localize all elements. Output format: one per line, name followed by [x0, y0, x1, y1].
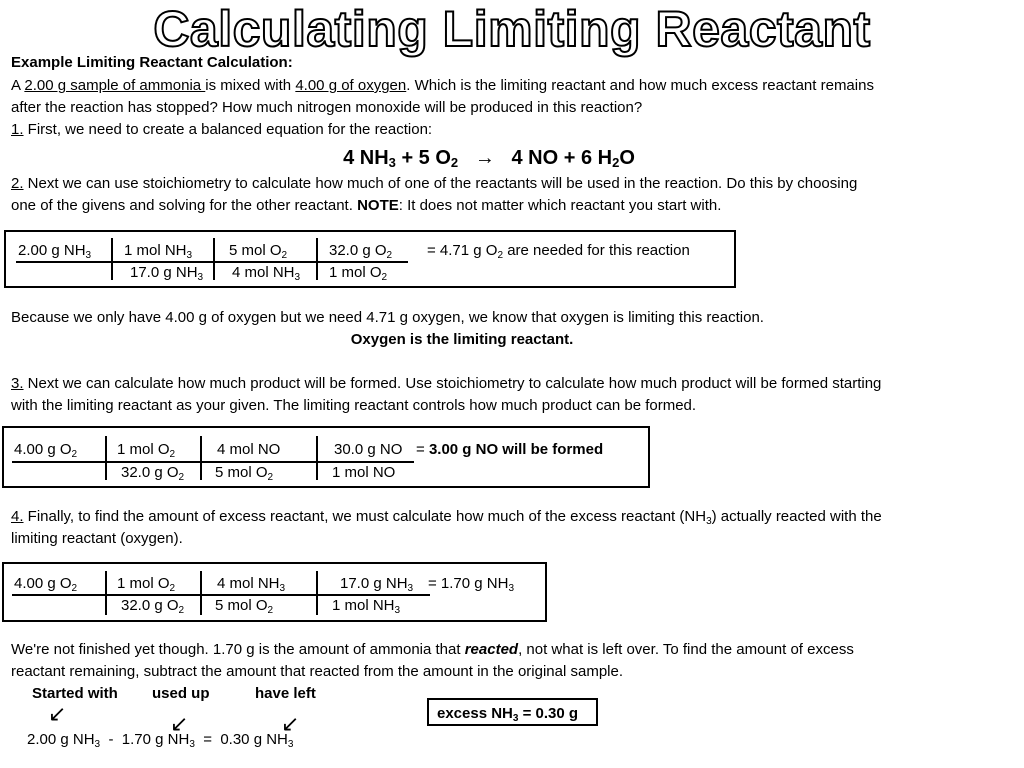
calc3-c4-bot: [332, 595, 400, 617]
calc-text: 1 mol NH: [332, 597, 395, 614]
down-left-arrow-icon: ↙: [170, 711, 189, 736]
calc1-c2-top: [124, 240, 192, 262]
calc-text: 32.0 g O: [121, 597, 179, 614]
calc-sub: 2: [178, 472, 185, 483]
balanced-equation: [0, 145, 978, 171]
step-text: Next we can calculate how much product will be formed. Use stoichiometry to calculate how much product will be formed starting: [23, 375, 882, 392]
finish-text: We're not finished yet though. 1.70 g is the amount of ammonia that: [11, 641, 465, 658]
down-left-arrow-icon: ↙: [48, 701, 67, 726]
page-title: Calculating Limiting Reactant: [153, 1, 871, 57]
equals-sign: =: [194, 731, 221, 748]
calc-text: = 1.70 g NH: [428, 575, 509, 592]
step-4-line-1: [11, 506, 882, 528]
step-2-line-1: [11, 173, 857, 195]
finish-line-2: reactant remaining, subtract the amount that reacted from the amount in the original sample.: [11, 663, 623, 680]
reacted-emphasis: reacted: [464, 641, 519, 658]
calc3-c3-top: [217, 573, 285, 595]
calc-text: excess NH: [437, 705, 513, 722]
calc1-c3-bot: [232, 262, 300, 284]
calc-text: 5 mol O: [215, 464, 268, 481]
used-up-label: used up: [152, 685, 210, 702]
calc1-c3-top: [229, 240, 287, 262]
calc-sub: 3: [706, 516, 712, 527]
calc-text: 4 mol NH: [217, 575, 280, 592]
calc-text: 4.00 g O: [14, 575, 72, 592]
finish-text: , not what is left over. To find the amount of excess: [518, 641, 854, 658]
problem-text: A: [11, 77, 25, 94]
calc2-result: [416, 439, 603, 461]
calc-sub: 2: [169, 449, 176, 460]
subtraction-equation: [27, 729, 293, 751]
eq-term: O: [619, 147, 635, 169]
calc-text: 5 mol O: [215, 597, 268, 614]
eq-sub: 2: [450, 155, 459, 170]
calc-text: are needed for this reaction: [503, 242, 690, 259]
calc-text: 2.00 g NH: [27, 731, 95, 748]
calc-sub: 3: [508, 583, 515, 594]
calc-text: = 4.71 g O: [427, 242, 498, 259]
calc2-c2-top: [117, 439, 175, 461]
problem-text: . Which is the limiting reactant and how much excess reactant remains: [406, 77, 874, 94]
step-1: [11, 119, 432, 141]
step-text: : It does not matter which reactant you start with.: [398, 197, 722, 214]
calc2-c4-bot: 1 mol NO: [332, 464, 396, 481]
step-number: 2.: [11, 175, 24, 192]
example-heading: Example Limiting Reactant Calculation:: [11, 54, 293, 71]
calc-sub: 3: [186, 250, 193, 261]
calc-sub: 2: [497, 250, 504, 261]
calc2-c2-bot: [121, 462, 184, 484]
calc-sub: 2: [281, 250, 288, 261]
calc1-given: [18, 240, 91, 262]
calc-sub: 2: [178, 605, 185, 616]
column-divider: [316, 571, 318, 615]
step-3-line-2: with the limiting reactant as your given. The limiting reactant controls how much product can be formed.: [11, 397, 697, 414]
because-text: Because we only have 4.00 g of oxygen but we need 4.71 g oxygen, we know that oxygen is limiting this reaction.: [11, 309, 764, 326]
calc-sub: 3: [407, 583, 414, 594]
calc-text: 17.0 g NH: [130, 264, 198, 281]
step-text: ) actually reacted with the: [711, 508, 882, 525]
finish-line-1: [11, 639, 854, 661]
calc-text: 1 mol O: [117, 441, 170, 458]
calc-sub: 3: [85, 250, 92, 261]
calc-text: 32.0 g O: [329, 242, 387, 259]
calc3-c3-bot: [215, 595, 273, 617]
column-divider: [316, 238, 318, 280]
calc-sub: 2: [71, 583, 78, 594]
column-divider: [316, 436, 318, 480]
eq-term: 4 NH: [343, 147, 389, 169]
calc-text: = 0.30 g: [518, 705, 579, 722]
calc-text: =: [416, 441, 429, 458]
calc-text: 4 mol NH: [232, 264, 295, 281]
step-number: 4.: [11, 508, 24, 525]
calc1-c4-bot: [329, 262, 387, 284]
product-result: 3.00 g NO will be formed: [428, 441, 604, 458]
problem-text: is mixed with: [205, 77, 296, 94]
step-number: 1.: [11, 121, 24, 138]
have-left-label: have left: [255, 685, 316, 702]
minus-sign: -: [100, 731, 122, 748]
calc-text: 17.0 g NH: [340, 575, 408, 592]
column-divider: [105, 436, 107, 480]
column-divider: [200, 436, 202, 480]
calc-sub: 3: [94, 739, 101, 750]
calc-sub: 3: [394, 605, 401, 616]
problem-line-1: [11, 75, 874, 97]
calc3-result: [428, 573, 514, 595]
calc2-c4-top: 30.0 g NO: [334, 441, 403, 458]
column-divider: [105, 571, 107, 615]
calc1-result: [427, 240, 690, 262]
excess-result: [437, 703, 578, 725]
calc3-given: [14, 573, 77, 595]
calc-sub: 2: [267, 605, 274, 616]
step-2-line-2: [11, 195, 721, 217]
ammonia-sample-text: 2.00 g sample of ammonia: [24, 77, 206, 94]
calc-sub: 3: [512, 713, 519, 724]
calc-sub: 3: [287, 739, 294, 750]
calc-text: 32.0 g O: [121, 464, 179, 481]
calc-text: 0.30 g NH: [220, 731, 288, 748]
step-text: Finally, to find the amount of excess reactant, we must calculate how much of the excess reactant (NH: [23, 508, 707, 525]
calc3-c2-top: [117, 573, 175, 595]
calc-text: 2.00 g NH: [18, 242, 86, 259]
step-4-line-2: limiting reactant (oxygen).: [11, 530, 183, 547]
calc2-given: [14, 439, 77, 461]
reaction-arrow-icon: →: [474, 147, 495, 169]
down-left-arrow-icon: ↙: [281, 711, 300, 736]
calc-text: 5 mol O: [229, 242, 282, 259]
calc-text: 1 mol NH: [124, 242, 187, 259]
oxygen-sample-text: 4.00 g of oxygen: [295, 77, 407, 94]
calc1-c2-bot: [130, 262, 203, 284]
limiting-conclusion: Oxygen is the limiting reactant.: [350, 331, 574, 348]
problem-line-2: after the reaction has stopped? How much nitrogen monoxide will be produced in this reaction?: [11, 99, 643, 116]
calc2-c3-top: 4 mol NO: [217, 441, 281, 458]
column-divider: [213, 238, 215, 280]
calc-text: 1.70 g NH: [121, 731, 190, 748]
eq-sub: 2: [612, 155, 620, 170]
calc-sub: 3: [294, 272, 301, 283]
column-divider: [200, 571, 202, 615]
calc-text: 4.00 g O: [14, 441, 72, 458]
calc-sub: 3: [279, 583, 286, 594]
calc3-c4-top: [340, 573, 413, 595]
started-with-label: Started with: [32, 685, 118, 702]
eq-term: + 5 O: [395, 147, 451, 169]
calc-sub: 2: [381, 272, 388, 283]
calc-text: 1 mol O: [117, 575, 170, 592]
calc-sub: 3: [189, 739, 195, 750]
calc-sub: 2: [267, 472, 274, 483]
calc-sub: 2: [169, 583, 176, 594]
calc-text: 1 mol O: [329, 264, 382, 281]
eq-sub: 3: [388, 155, 396, 170]
step-text: Next we can use stoichiometry to calculate how much of one of the reactants will be used in the reaction. Do this by choosing: [23, 175, 858, 192]
eq-term: 4 NO + 6 H: [511, 147, 613, 169]
step-3-line-1: [11, 373, 881, 395]
calc3-c2-bot: [121, 595, 184, 617]
step-text: one of the givens and solving for the other reactant.: [11, 197, 358, 214]
calc1-c4-top: [329, 240, 392, 262]
step-text: First, we need to create a balanced equation for the reaction:: [23, 121, 433, 138]
calc2-c3-bot: [215, 462, 273, 484]
step-number: 3.: [11, 375, 24, 392]
note-label: NOTE: [357, 197, 399, 214]
calc-sub: 2: [71, 449, 78, 460]
calc-sub: 3: [197, 272, 204, 283]
column-divider: [111, 238, 113, 280]
calc-sub: 2: [386, 250, 393, 261]
